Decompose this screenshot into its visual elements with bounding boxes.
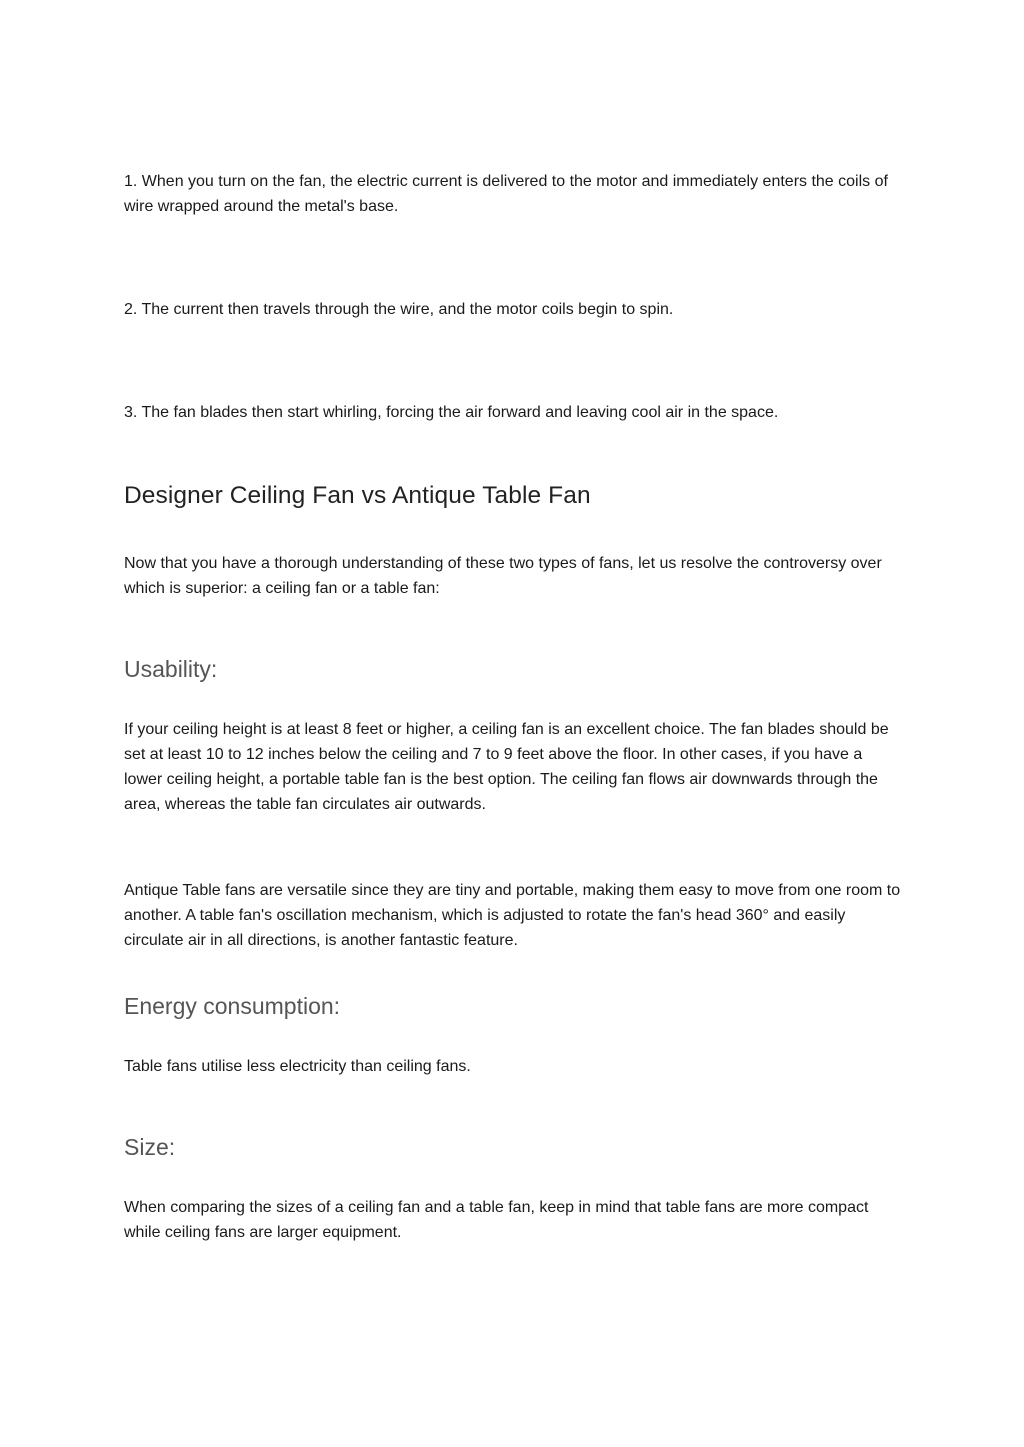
size-heading: Size: [124, 1134, 176, 1160]
step-1-paragraph: 1. When you turn on the fan, the electric current is delivered to the motor and immediately enters the coils of wire wrapped around the metal's base. [124, 173, 888, 215]
step-2-paragraph: 2. The current then travels through the wire, and the motor coils begin to spin. [124, 301, 674, 318]
comparison-heading: Designer Ceiling Fan vs Antique Table Fan [124, 482, 591, 509]
intro-paragraph: Now that you have a thorough understanding of these two types of fans, let us resolve the controversy over which is superior: a ceiling fan or a table fan: [124, 555, 882, 597]
usability-paragraph-2: Antique Table fans are versatile since they are tiny and portable, making them easy to move from one room to another. A table fan's oscillation mechanism, which is adjusted to rotate the fan's head 360° and easily circulate air in all directions, is another fantastic feature. [124, 882, 901, 949]
step-3-paragraph: 3. The fan blades then start whirling, forcing the air forward and leaving cool air in the space. [124, 404, 779, 421]
energy-consumption-heading: Energy consumption: [124, 993, 341, 1019]
usability-paragraph-1: If your ceiling height is at least 8 feet or higher, a ceiling fan is an excellent choice. The fan blades should be set at least 10 to 12 inches below the ceiling and 7 to 9 feet above the floor. In other cases, if you have a lower ceiling height, a portable table fan is the best option. The ceiling fan flows air downwards through the area, whereas the table fan circulates air outwards. [124, 721, 889, 813]
usability-heading: Usability: [124, 656, 218, 682]
energy-consumption-paragraph: Table fans utilise less electricity than ceiling fans. [124, 1058, 471, 1075]
size-paragraph: When comparing the sizes of a ceiling fan and a table fan, keep in mind that table fans are more compact while ceiling fans are larger equipment. [124, 1199, 869, 1241]
